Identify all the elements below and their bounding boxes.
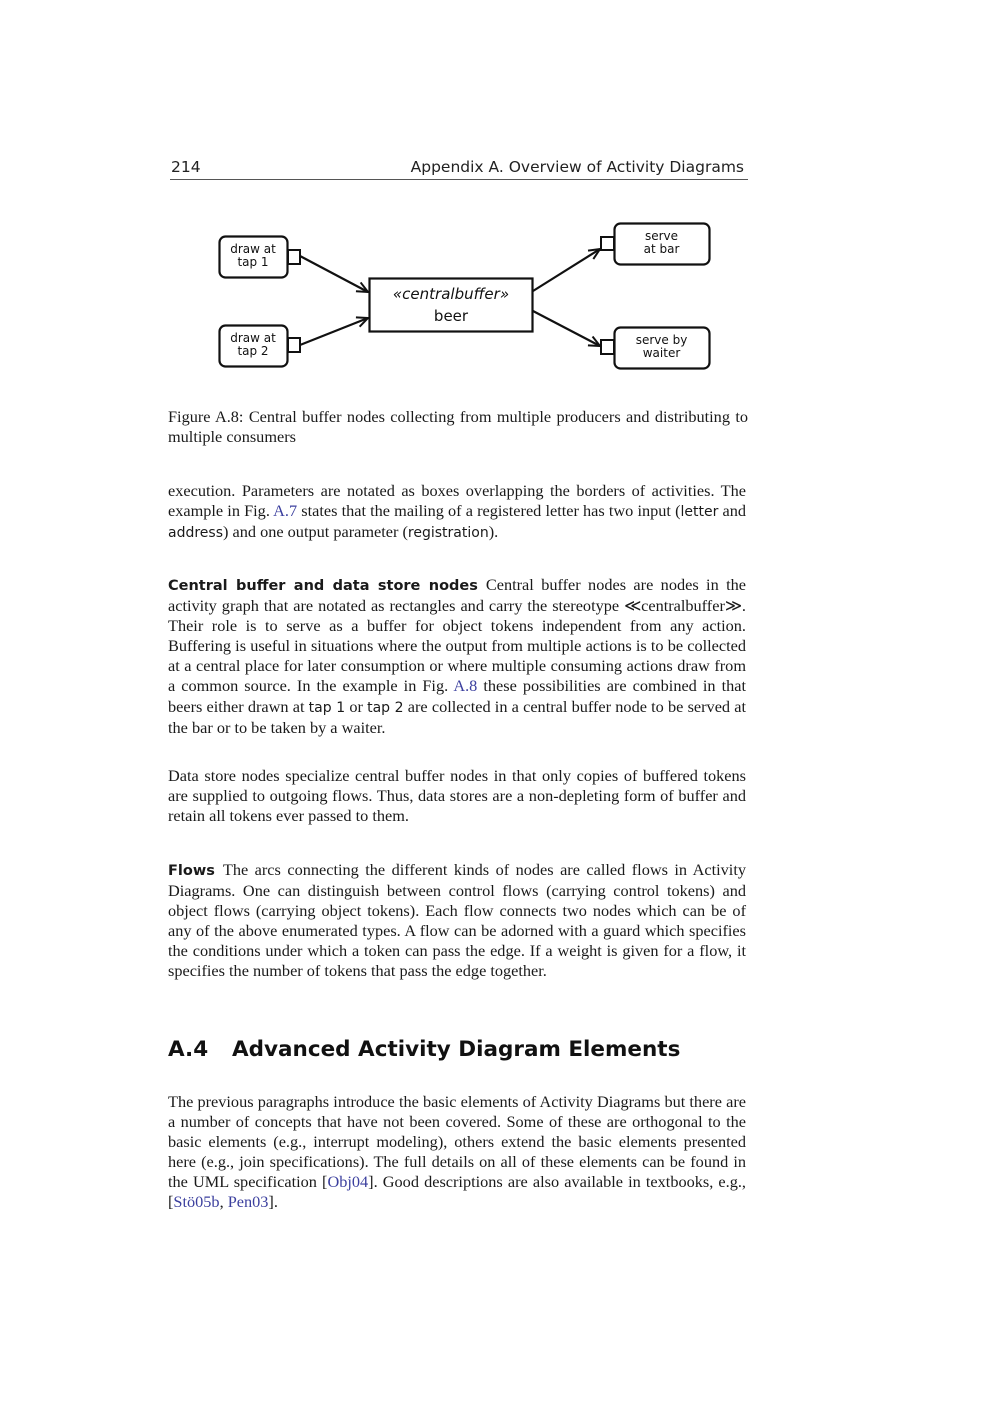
buffer-name: beer	[433, 307, 469, 325]
text-run: Central buffer nodes are nodes in the activity graph that are notated as rectangles and carry the stereotype ≪centralbuffer≫. Their role is to serve as a buffer for object tokens independent from any action. Buffering is useful in situations where the output from multiple actions is to be collected at a central place for later consumption or where multiple consuming actions draw from a common source. In the example in Fig.	[168, 575, 746, 696]
bar-label-line2: at bar	[643, 242, 680, 256]
flow-buffer-to-waiter	[533, 311, 600, 346]
citation-obj04[interactable]: Obj04	[327, 1172, 369, 1192]
central-buffer-label	[369, 283, 533, 327]
waiter-label-line2: waiter	[642, 346, 681, 360]
page-number: 214	[171, 158, 201, 176]
tap2-label-line1: draw at	[230, 331, 276, 345]
text-run: ).	[488, 522, 499, 542]
text-run: or	[345, 696, 368, 716]
tap1-label-line1: draw at	[230, 242, 276, 256]
code-address: address	[168, 525, 224, 542]
running-title: Appendix A. Overview of Activity Diagrams	[410, 158, 744, 176]
input-pin-waiter	[601, 340, 614, 354]
output-pin-tap2	[288, 338, 300, 352]
code-tap2: tap 2	[367, 699, 404, 716]
paragraph-data-store: Data store nodes specialize central buffer nodes in that only copies of buffered tokens are supplied to outgoing flows. Thus, data stores are a non-depleting form of buffer and retain all tokens ever passed to them.	[168, 766, 746, 826]
text-run: these possibilities are combined in that beers either drawn at	[168, 676, 747, 716]
waiter-label-line1: serve by	[635, 333, 688, 347]
figure-ref-a7[interactable]: A.7	[273, 501, 298, 521]
paragraph-advanced	[168, 1092, 746, 1213]
citation-sto05b[interactable]: Stö05b	[173, 1192, 220, 1212]
figure-ref-a8[interactable]: A.8	[453, 676, 478, 696]
text-run: The previous paragraphs introduce the basic elements of Activity Diagrams but there are a number of concepts that have not been covered. Some of these are orthogonal to the basic elements (e.g., interrupt modeling), others extend the basic elements presented here (e.g., join specifications). The full details on all of these elements can be found in the UML specification [	[168, 1092, 746, 1192]
flow-tap1-to-buffer	[300, 256, 368, 292]
figure-a8	[0, 0, 1000, 400]
section-title: Advanced Activity Diagram Elements	[232, 1037, 681, 1062]
text-run: and	[718, 501, 747, 521]
paragraph-flows	[168, 860, 746, 982]
code-letter: letter	[680, 504, 719, 521]
tap1-label-line2: tap 1	[237, 255, 269, 269]
waiter-label	[614, 334, 709, 360]
text-run: ]. Good descriptions are also available in textbooks, e.g., [	[168, 1172, 746, 1212]
bar-label	[614, 230, 709, 256]
activity-diagram	[0, 0, 1000, 400]
section-number: A.4	[168, 1037, 209, 1062]
flow-buffer-to-bar	[533, 249, 600, 291]
flow-tap2-to-buffer	[300, 318, 368, 345]
code-registration: registration	[407, 525, 489, 542]
runin-heading-central-buffer: Central buffer and data store nodes	[168, 578, 478, 594]
output-pin-tap1	[288, 250, 300, 264]
stereotype-label: «centralbuffer»	[392, 285, 510, 303]
text-run: The arcs connecting the different kinds of nodes are called flows in Activity Diagrams. One can distinguish between control flows (carrying control tokens) and object flows (carrying object tokens). Each flow connects two nodes which can be of any of the above enumerated types. A flow can be adorned with a guard which specifies the conditions under which a token can pass the edge. If a weight is given for a flow, it specifies the number of tokens that pass the edge together.	[168, 860, 746, 981]
tap2-label	[219, 332, 287, 358]
input-pin-bar	[601, 237, 614, 250]
tap1-label	[219, 243, 287, 269]
figure-caption: Figure A.8: Central buffer nodes collecting from multiple producers and distributing to multiple consumers	[168, 407, 748, 447]
text-run: ) and one output parameter (	[223, 522, 408, 542]
bar-label-line1: serve	[644, 229, 679, 243]
text-run: ,	[219, 1192, 228, 1212]
text-run: execution. Parameters are notated as boxes overlapping the borders of activities. The example in Fig.	[168, 481, 746, 521]
paragraph-parameters	[168, 481, 746, 543]
code-tap1: tap 1	[308, 699, 346, 716]
text-run: states that the mailing of a registered letter has two input (	[297, 501, 681, 521]
section-heading-a4	[168, 1037, 746, 1062]
paragraph-central-buffer	[168, 575, 746, 738]
citation-pen03[interactable]: Pen03	[227, 1192, 269, 1212]
runin-heading-flows: Flows	[168, 863, 215, 879]
text-run: ].	[268, 1192, 278, 1212]
tap2-label-line2: tap 2	[237, 344, 269, 358]
text-run: are collected in a central buffer node to be served at the bar or to be taken by a waiter.	[168, 696, 747, 737]
